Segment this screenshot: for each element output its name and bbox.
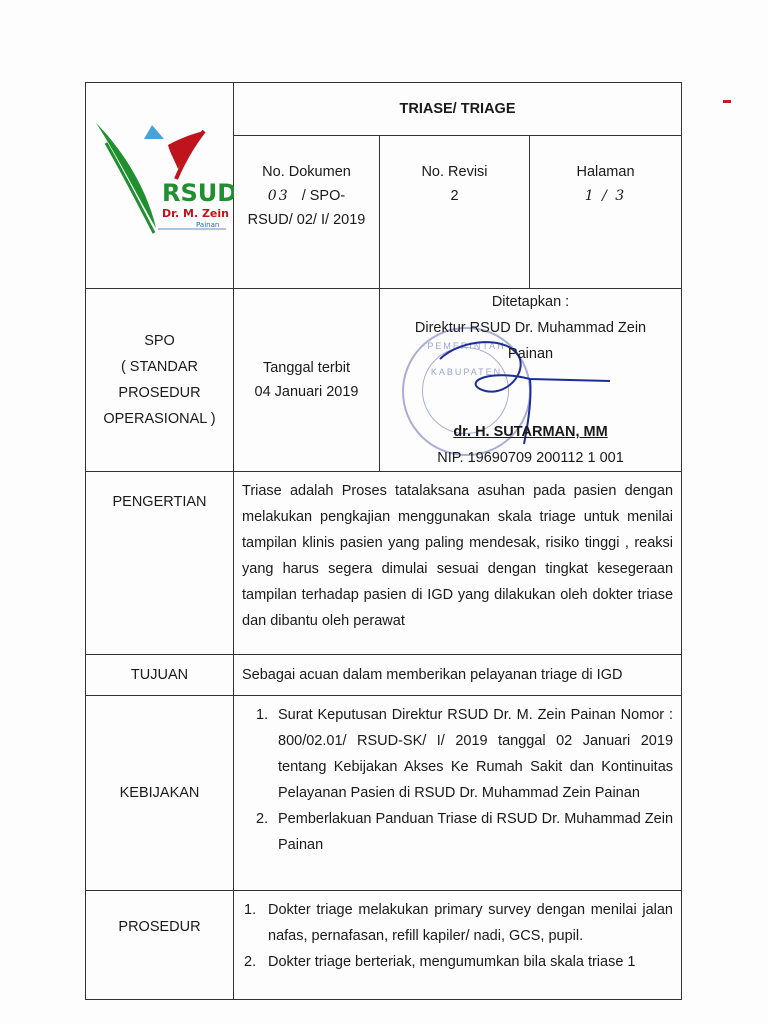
official-stamp: PEMERINTAH KABUPATEN	[402, 327, 531, 456]
ditetapkan-label: Ditetapkan :	[491, 294, 570, 310]
kebijakan-item-text: Surat Keputusan Direktur RSUD Dr. M. Zein Painan Nomor : 800/02.01/ RSUD-SK/ I/ 2019 tanggal 02 Januari 2019 tentang Kebijakan Akses Ke Rumah Sakit dan Kontinuitas Pelayanan Pasien di RSUD Dr. Muhammad Zein Painan	[278, 707, 674, 801]
red-mark	[723, 100, 731, 103]
spo-label-cell	[86, 289, 234, 472]
no-dokumen-cell	[234, 136, 380, 289]
no-revisi-label: No. Revisi	[421, 164, 488, 180]
kebijakan-item	[242, 702, 673, 806]
prosedur-item-text: Dokter triage melakukan primary survey dengan menilai jalan nafas, pernafasan, refill kapiler/ nadi, GCS, pupil.	[268, 902, 674, 944]
logo-text: RSUD	[162, 179, 234, 207]
prosedur-item	[242, 949, 673, 975]
prosedur-item-number: 2.	[244, 954, 257, 970]
kebijakan-list	[242, 702, 673, 858]
spo-line2: ( STANDAR	[120, 359, 199, 375]
no-dokumen-line1: 03 / SPO-	[267, 188, 346, 204]
prosedur-item-text: Dokter triage berteriak, mengumumkan bila skala triase 1	[268, 954, 636, 970]
halaman-value: 1 / 3	[584, 188, 627, 204]
document-title: TRIASE/ TRIAGE	[234, 83, 682, 136]
no-dokumen-line2: RSUD/ 02/ I/ 2019	[247, 212, 366, 228]
tanggal-value: 04 Januari 2019	[254, 384, 359, 400]
no-dokumen-handwritten: 03	[267, 188, 290, 204]
spo-line3: PROSEDUR	[118, 385, 201, 401]
spo-line4: OPERASIONAL )	[103, 411, 216, 427]
logo-subtext: Dr. M. Zein	[162, 207, 229, 220]
sop-table	[85, 82, 682, 1000]
prosedur-item	[242, 897, 673, 949]
tanggal-label: Tanggal terbit	[262, 360, 351, 376]
pejabat-name: dr. H. SUTARMAN, MM	[453, 424, 608, 440]
logo-place: Painan	[196, 221, 220, 229]
kebijakan-item	[242, 806, 673, 858]
pengertian-text: Triase adalah Proses tatalaksana asuhan pada pasien dengan melakukan pengkajian menggunakan skala triage untuk menilai tampilan klinis pasien yang paling mendesak, risiko tinggi , reaksi yang harus segera dimulai sesuai dengan tingkat kesegeraan tampilan terhadap pasien di IGD yang dilakukan oleh dokter triase dan dibantu oleh perawat	[234, 472, 682, 655]
rsud-logo	[86, 83, 234, 265]
tujuan-text: Sebagai acuan dalam memberikan pelayanan triage di IGD	[234, 655, 682, 696]
hospital-logo-cell	[86, 83, 234, 289]
tujuan-label: TUJUAN	[86, 655, 234, 696]
no-revisi-cell	[380, 136, 530, 289]
tanggal-terbit-cell	[234, 289, 380, 472]
jabatan-line2: Painan	[507, 346, 554, 362]
no-dokumen-label: No. Dokumen	[262, 164, 351, 180]
pejabat-nip: NIP. 19690709 200112 1 001	[437, 450, 624, 466]
ditetapkan-cell	[380, 289, 682, 472]
kebijakan-item-number: 1.	[256, 707, 269, 723]
kebijakan-item-text: Pemberlakuan Panduan Triase di RSUD Dr. Muhammad Zein Painan	[278, 811, 674, 853]
kebijakan-label: KEBIJAKAN	[86, 696, 234, 891]
halaman-cell	[530, 136, 682, 289]
prosedur-list	[242, 897, 673, 975]
prosedur-item-number: 1.	[244, 902, 257, 918]
pengertian-label: PENGERTIAN	[86, 472, 234, 655]
spo-line1: SPO	[144, 333, 175, 349]
prosedur-label: PROSEDUR	[86, 891, 234, 1000]
halaman-label: Halaman	[576, 164, 635, 180]
no-revisi-value: 2	[450, 188, 459, 204]
kebijakan-content	[234, 696, 682, 891]
jabatan-line1: Direktur RSUD Dr. Muhammad Zein	[414, 320, 647, 336]
prosedur-content	[234, 891, 682, 1000]
kebijakan-item-number: 2.	[256, 811, 269, 827]
